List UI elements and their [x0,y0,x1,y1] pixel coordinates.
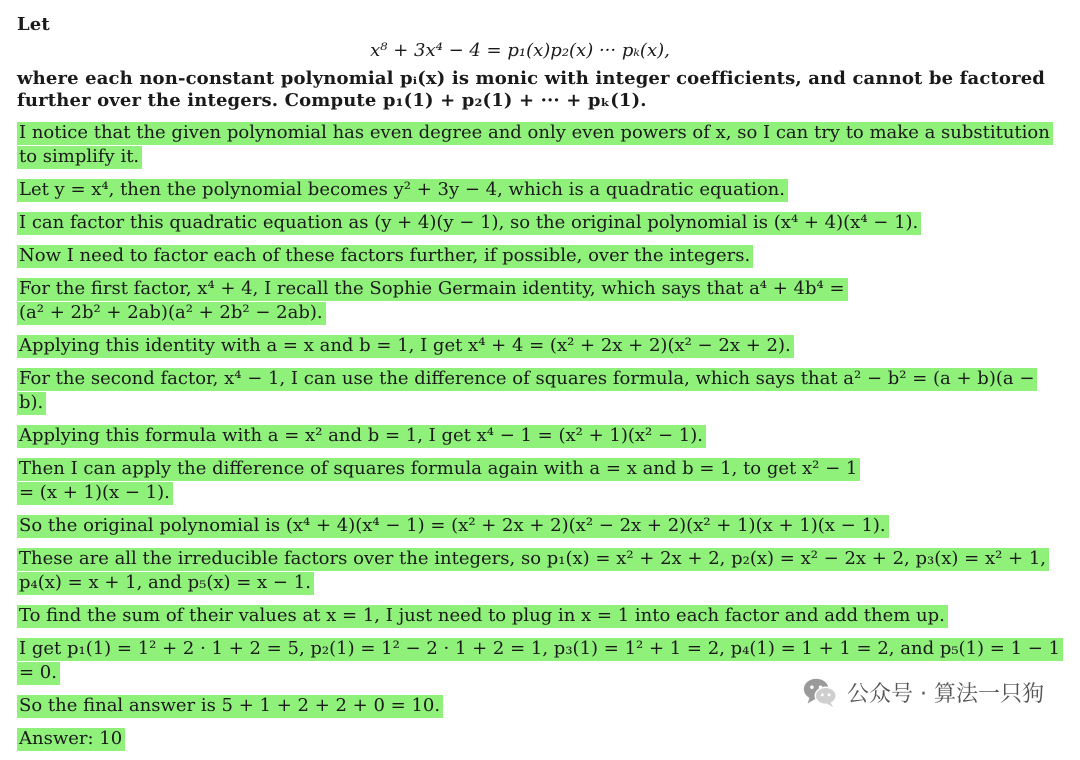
watermark [801,672,1044,712]
watermark-text: 公众号 · 算法一只狗 [847,681,1044,707]
solution-step [17,727,1063,751]
wechat-icon [801,673,839,711]
step-line: Answer: 10 [17,728,125,751]
solution-step [17,424,1063,448]
solution-steps [17,121,1063,751]
step-line: Then I can apply the difference of squares formula again with a = x and b = 1, to get x² − 1 [17,458,860,481]
solution-step [17,211,1063,235]
solution-step [17,547,1063,595]
problem-statement: where each non-constant polynomial pᵢ(x) is monic with integer coefficients, and cannot be factored further over the integers. Compute p₁(1) + p₂(1) + ··· + pₖ(1). [17,68,1046,111]
solution-step [17,514,1063,538]
step-line: p₄(x) = x + 1, and p₅(x) = x − 1. [17,572,314,595]
step-line: For the first factor, x⁴ + 4, I recall the Sophie Germain identity, which says that a⁴ + 4b⁴ = [17,278,848,301]
step-line: I can factor this quadratic equation as (y + 4)(y − 1), so the original polynomial is (x⁴ + 4)(x⁴ − 1). [17,212,921,235]
problem-let: Let [17,14,50,35]
step-line: So the original polynomial is (x⁴ + 4)(x⁴ − 1) = (x² + 2x + 2)(x² − 2x + 2)(x² + 1)(x + 1)(x − 1). [17,515,889,538]
problem-equation: x⁸ + 3x⁴ − 4 = p₁(x)p₂(x) ··· pₖ(x), [370,40,670,61]
step-line: Let y = x⁴, then the polynomial becomes y² + 3y − 4, which is a quadratic equation. [17,179,788,202]
solution-step [17,244,1063,268]
step-line: Now I need to factor each of these factors further, if possible, over the integers. [17,245,753,268]
step-line: = (x + 1)(x − 1). [17,482,173,505]
step-line: Applying this formula with a = x² and b = 1, I get x⁴ − 1 = (x² + 1)(x² − 1). [17,425,706,448]
step-line: I notice that the given polynomial has even degree and only even powers of x, so I can try to make a substitution to simplify it. [17,122,1053,169]
solution-step [17,121,1063,169]
solution-step [17,457,1063,505]
step-line: To find the sum of their values at x = 1, I just need to plug in x = 1 into each factor and add them up. [17,605,948,628]
step-line: So the final answer is 5 + 1 + 2 + 2 + 0 = 10. [17,695,443,718]
solution-step [17,277,1063,325]
step-line: These are all the irreducible factors over the integers, so p₁(x) = x² + 2x + 2, p₂(x) = x² − 2x + 2, p₃(x) = x² + 1, [17,548,1049,571]
solution-step [17,178,1063,202]
step-line: I get p₁(1) = 1² + 2 · 1 + 2 = 5, p₂(1) = 1² − 2 · 1 + 2 = 1, p₃(1) = 1² + 1 = 2, p₄(1) = 1 + 1 = 2, and p₅(1) = 1 − 1 = 0. [17,638,1063,685]
solution-step [17,604,1063,628]
solution-step [17,367,1063,415]
step-line: For the second factor, x⁴ − 1, I can use the difference of squares formula, which says that a² − b² = (a + b)(a − b). [17,368,1037,415]
step-line: Applying this identity with a = x and b = 1, I get x⁴ + 4 = (x² + 2x + 2)(x² − 2x + 2). [17,335,794,358]
solution-step [17,334,1063,358]
step-line: (a² + 2b² + 2ab)(a² + 2b² − 2ab). [17,302,326,325]
document [17,14,1063,760]
